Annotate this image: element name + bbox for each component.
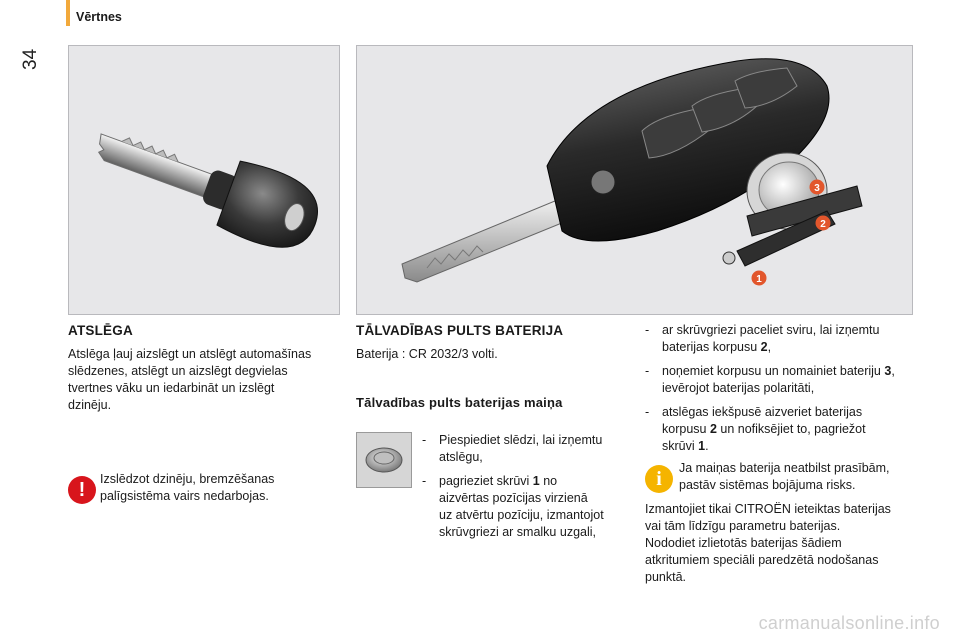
figure-label-1 xyxy=(752,271,767,286)
text-line: punktā. xyxy=(645,570,687,584)
key-illustration xyxy=(69,46,340,315)
step-item: - pagrieziet skrūvi 1 no aizvērtas pozīcijas virzienā uz atvērtu pozīciju, izmantojot skrūvgriezi ar smalku uzgali, xyxy=(422,474,604,539)
battery-type: Baterija : CR 2032/3 volti. xyxy=(356,347,498,361)
button-photo xyxy=(356,432,412,488)
right-steps xyxy=(645,322,920,455)
figure-label-3 xyxy=(810,180,825,195)
warning-note xyxy=(100,471,340,505)
info-note xyxy=(679,460,919,494)
text-line: palīgsistēma vairs nedarbojas. xyxy=(100,489,269,503)
watermark: carmanualsonline.info xyxy=(758,613,940,633)
section-title: Vērtnes xyxy=(76,10,122,24)
accent-bar xyxy=(66,0,70,26)
svg-text:3: 3 xyxy=(814,183,820,194)
disposal-paragraph xyxy=(645,501,920,586)
middle-steps xyxy=(422,432,632,541)
text-line: atkritumiem speciāli paredzētā nodošanas xyxy=(645,553,879,567)
text-line: vai tām līdzīgu parametru baterijas. xyxy=(645,519,841,533)
svg-text:1: 1 xyxy=(756,274,762,285)
warning-icon: ! xyxy=(68,476,96,504)
page-number: 34 xyxy=(20,48,41,70)
figure-label-2 xyxy=(816,216,831,231)
text-line: Ja maiņas baterija neatbilst prasībām, xyxy=(679,461,890,475)
text-line: tvertnes vāku un iedarbināt un izslēgt xyxy=(68,381,275,395)
battery-change-subheading: Tālvadības pults baterijas maiņa xyxy=(356,395,563,410)
key-heading: ATSLĒGA xyxy=(68,323,133,338)
step-item: - ar skrūvgriezi paceliet sviru, lai izņemtu baterijas korpusu 2, xyxy=(645,323,880,354)
text-line: pastāv sistēmas bojājuma risks. xyxy=(679,478,856,492)
info-icon: i xyxy=(645,465,673,493)
text-line: Izmantojiet tikai CITROËN ieteiktas baterijas xyxy=(645,502,891,516)
text-line: Nododiet izlietotās baterijas šādiem xyxy=(645,536,842,550)
step-item: - atslēgas iekšpusē aizveriet baterijas korpusu 2 un nofiksējiet to, pagriežot skrūvi 1. xyxy=(645,405,866,453)
text-line: Atslēga ļauj aizslēgt un atslēgt automašīnas xyxy=(68,347,312,361)
remote-illustration xyxy=(357,46,913,315)
battery-heading: TĀLVADĪBAS PULTS BATERIJA xyxy=(356,323,564,338)
key-photo xyxy=(68,45,340,315)
text-line: dzinēju. xyxy=(68,398,112,412)
text-line: Izslēdzot dzinēju, bremzēšanas xyxy=(100,472,275,486)
key-paragraph xyxy=(68,346,348,414)
step-item: - noņemiet korpusu un nomainiet bateriju 3, ievērojot baterijas polaritāti, xyxy=(645,364,895,395)
svg-text:2: 2 xyxy=(820,219,826,230)
step-item: - Piespiediet slēdzi, lai izņemtu atslēgu, xyxy=(422,433,603,464)
text-line: slēdzenes, atslēgt un aizslēgt degvielas xyxy=(68,364,288,378)
remote-photo xyxy=(356,45,913,315)
